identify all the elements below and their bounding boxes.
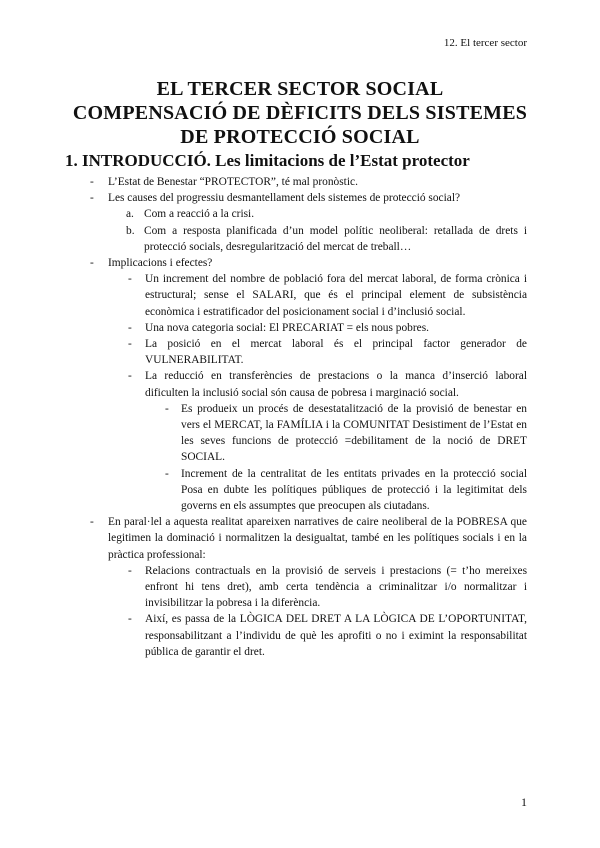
item-text: Relacions contractuals en la provisió de serveis i prestacions (= t’ho mereixes enfront hi tens dret), amb certa tendència a criminalitzar i/o normalitzar i invisibilitzar la pobresa i la diferència. (145, 564, 527, 610)
item-text: Com a reacció a la crisi. (144, 208, 255, 221)
list-item (165, 466, 527, 515)
letter-marker-a: a. (126, 208, 134, 221)
list-item (90, 174, 527, 190)
list-item (126, 206, 527, 222)
dash-marker: - (128, 321, 132, 334)
list-item (128, 320, 527, 336)
dash-marker: - (90, 192, 94, 205)
letter-marker-b: b. (126, 224, 135, 237)
document-body (0, 174, 600, 660)
dash-marker: - (128, 613, 132, 626)
item-text: Com a resposta planificada d’un model polític neoliberal: retallada de drets i protecció socials, desregularització del mercat de treball… (144, 224, 527, 253)
dash-marker: - (90, 516, 94, 529)
item-text: Implicacions i efectes? (108, 257, 213, 270)
dash-marker: - (90, 176, 94, 188)
item-text: Un increment del nombre de població fora del mercat laboral, de forma crònica i estructural; sense el SALARI, que és el principal element de subsistència econòmica i estratificador del posicionament social i d’inclusió social. (145, 273, 527, 318)
list-item (128, 368, 527, 400)
list-item (165, 401, 527, 466)
item-text: Increment de la centralitat de les entitats privades en la protecció social Posa en dubte les polítiques públiques de protecció i la legitimitat dels governs en els assumptes que preocupen als ciutadans. (181, 467, 527, 513)
list-item (90, 190, 527, 206)
list-item (90, 514, 527, 563)
item-text: Es produeix un procés de desestatalització de la provisió de benestar en vers el MERCAT, la FAMÍLIA i la COMUNITAT Desistiment de l’Estat en les seves funcions de protecció =debilitament de la noció de DRET SOCIAL. (181, 402, 527, 464)
title-line-1: EL TERCER SECTOR SOCIAL (156, 78, 444, 100)
dash-marker: - (128, 370, 132, 383)
dash-marker: - (165, 467, 169, 480)
item-text: En paral·lel a aquesta realitat apareixen narratives de caire neoliberal de la POBRESA que legitimen la dominació i normalitzen la desigualtat, també en les polítiques socials i en la pràctica professional: (108, 516, 527, 561)
item-text: La reducció en transferències de prestacions o la manca d’inserció laboral dificulten la inclusió social són causa de pobresa i marginació social. (145, 370, 527, 399)
item-text: Així, es passa de la LÒGICA DEL DRET A LA LÒGICA DE L’OPORTUNITAT, responsabilitzant a l’individu de què les aprofiti o no i eximint la responsabilitat pública de garantir el dret. (145, 613, 527, 658)
running-header: 12. El tercer sector (443, 37, 527, 49)
dash-marker: - (128, 273, 132, 286)
item-text: Les causes del progressiu desmantellament dels sistemes de protecció social? (108, 192, 461, 205)
section-heading: 1. INTRODUCCIÓ. Les limitacions de l’Estat protector (65, 151, 470, 170)
item-text: L’Estat de Benestar “PROTECTOR”, té mal pronòstic. (108, 176, 358, 188)
dash-marker: - (90, 257, 94, 270)
dash-marker: - (128, 338, 132, 351)
list-item (128, 336, 527, 368)
title-line-3: DE PROTECCIÓ SOCIAL (180, 126, 420, 148)
list-item (128, 563, 527, 612)
title-line-2: COMPENSACIÓ DE DÈFICITS DELS SISTEMES (72, 102, 528, 124)
list-item (128, 611, 527, 660)
page-number: 1 (521, 795, 527, 809)
list-item (126, 223, 527, 255)
item-text: Una nova categoria social: El PRECARIAT = els nous pobres. (145, 321, 429, 334)
list-item (128, 271, 527, 320)
list-item (90, 255, 527, 271)
dash-marker: - (165, 402, 169, 415)
dash-marker: - (128, 564, 132, 577)
item-text: La posició en el mercat laboral és el principal factor generador de VULNERABILITAT. (145, 338, 527, 367)
